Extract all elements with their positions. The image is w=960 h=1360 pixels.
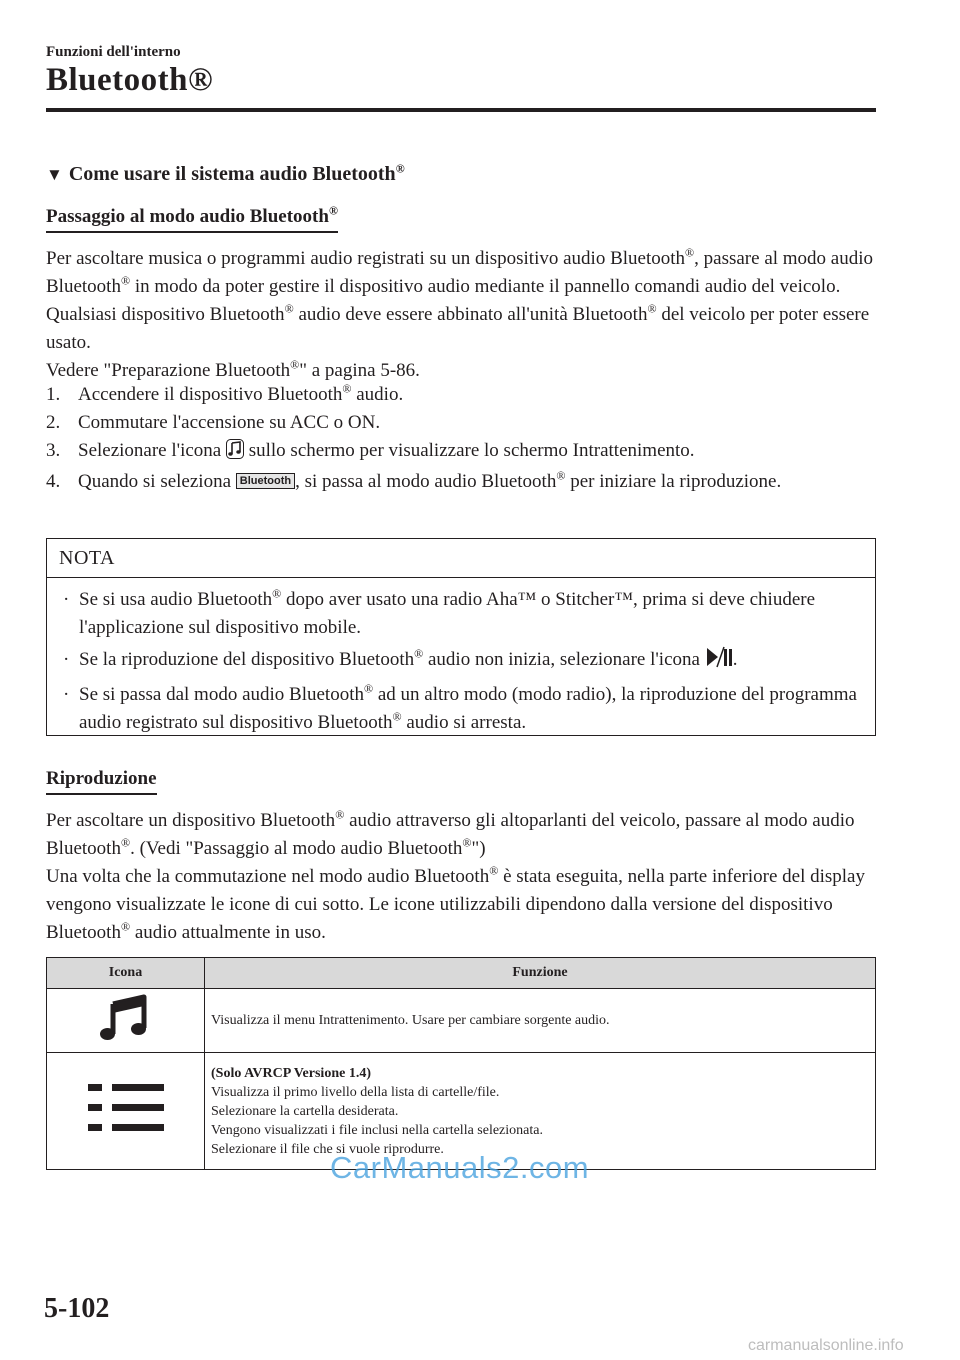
function-text: Vengono visualizzati i file inclusi nella cartella selezionata. xyxy=(211,1122,543,1138)
step-number: 1. xyxy=(46,384,61,405)
reg-mark: ® xyxy=(284,301,294,316)
reg-mark: ® xyxy=(272,586,282,601)
note-text: Se si passa dal modo audio Bluetooth xyxy=(79,684,364,705)
icon-function-table xyxy=(46,957,876,1170)
intro-text: in modo da poter gestire il dispositivo audio mediante il pannello comandi audio del veicolo. Qualsiasi dispositivo Bluetooth xyxy=(46,276,841,325)
note-text: audio si arresta. xyxy=(401,712,527,733)
step-number: 4. xyxy=(46,471,61,492)
reg-mark: ® xyxy=(120,919,131,934)
playback-text: audio attraverso gli altoparlanti del veicolo, passare al modo audio Bluetooth xyxy=(46,810,855,859)
page-number: 5-102 xyxy=(44,1293,110,1324)
heading-switch-mode-text: Passaggio al modo audio Bluetooth xyxy=(46,206,329,227)
step-text: , si passa al modo audio Bluetooth xyxy=(295,471,557,492)
play-pause-icon xyxy=(705,646,733,677)
note-text: dopo aver usato una radio Aha™ o Stitcher™, prima si deve chiudere l'applicazione sul dispositivo mobile. xyxy=(79,589,816,638)
step-text: audio. xyxy=(351,384,404,405)
table-header-row xyxy=(47,958,876,989)
heading-how-to-use xyxy=(46,163,405,186)
step-item xyxy=(46,409,876,437)
note-text: . xyxy=(732,649,738,670)
step-text: Selezionare l'icona xyxy=(78,440,226,461)
step-text: Quando si seleziona xyxy=(78,471,236,492)
function-title: (Solo AVRCP Versione 1.4) xyxy=(211,1065,371,1081)
intro-paragraph xyxy=(46,245,876,385)
table-row xyxy=(47,989,876,1053)
reg-mark: ® xyxy=(685,245,695,260)
function-text: Visualizza il primo livello della lista di cartelle/file. xyxy=(211,1084,500,1100)
function-text: Selezionare la cartella desiderata. xyxy=(211,1103,399,1119)
function-text: Selezionare il file che si vuole riprodurre. xyxy=(211,1141,444,1157)
reg-mark: ® xyxy=(489,863,499,878)
note-title: NOTA xyxy=(47,539,875,578)
triangle-marker-icon: ▼ xyxy=(46,165,63,184)
table-header-icon: Icona xyxy=(47,958,205,989)
reference-text: Vedere "Preparazione Bluetooth xyxy=(46,360,291,381)
header-rule xyxy=(46,108,876,112)
bullet: · xyxy=(63,684,70,705)
playback-paragraph xyxy=(46,807,876,947)
reg-mark: ® xyxy=(363,681,374,696)
step-text: sullo schermo per visualizzare lo schermo Intrattenimento. xyxy=(243,440,695,461)
table-icon-cell xyxy=(47,989,205,1053)
note-text: ad un altro modo (modo radio), la riproduzione del programma audio registrato sul dispositivo Bluetooth xyxy=(79,684,857,733)
chapter-title: Bluetooth® xyxy=(46,62,214,98)
playback-text: Per ascoltare un dispositivo Bluetooth xyxy=(46,810,336,831)
watermark: CarManuals2.com xyxy=(330,1150,590,1185)
playback-text: è stata eseguita, nella parte inferiore del display vengono visualizzate le icone di cui sotto. Le icone utilizzabili dipendono dalla versione del dispositivo Bluetooth xyxy=(46,866,865,943)
heading-how-to-use-text: Come usare il sistema audio Bluetooth xyxy=(68,163,396,185)
bullet: · xyxy=(63,589,70,610)
step-item xyxy=(46,468,876,496)
reg-mark: ® xyxy=(647,301,657,316)
step-number: 3. xyxy=(46,440,61,461)
step-number: 2. xyxy=(46,412,61,433)
table-function-cell xyxy=(205,989,876,1053)
music-note-icon xyxy=(98,1031,154,1046)
reg-mark: ® xyxy=(328,203,338,218)
music-note-icon xyxy=(226,439,244,468)
step-text: per iniziare la riproduzione. xyxy=(565,471,782,492)
reference-text: " a pagina 5-86. xyxy=(299,360,420,381)
intro-text: del veicolo per poter essere usato. xyxy=(46,304,870,353)
footer-site-link[interactable]: carmanualsonline.info xyxy=(748,1337,904,1354)
reg-mark: ® xyxy=(392,709,402,724)
table-icon-cell xyxy=(47,1053,205,1170)
note-text: Se la riproduzione del dispositivo Bluetooth xyxy=(79,649,415,670)
reg-mark: ® xyxy=(556,468,566,483)
intro-text: audio deve essere abbinato all'unità Bluetooth xyxy=(293,304,648,325)
playback-text: Una volta che la commutazione nel modo audio Bluetooth xyxy=(46,866,490,887)
note-box xyxy=(46,538,876,736)
reg-mark: ® xyxy=(120,273,131,288)
playback-text: audio attualmente in uso. xyxy=(130,922,326,943)
bullet: · xyxy=(63,649,70,670)
reg-mark: ® xyxy=(290,357,300,372)
reg-mark: ® xyxy=(462,835,472,850)
step-text: Commutare l'accensione su ACC o ON. xyxy=(78,412,381,433)
note-item xyxy=(59,646,865,677)
note-text: audio non inizia, selezionare l'icona xyxy=(423,649,705,670)
step-item xyxy=(46,437,876,468)
steps-list xyxy=(46,381,876,496)
heading-switch-mode xyxy=(46,203,338,233)
reg-mark: ® xyxy=(342,381,352,396)
heading-playback: Riproduzione xyxy=(46,768,157,795)
table-header-function: Funzione xyxy=(205,958,876,989)
intro-text: , passare al modo audio Bluetooth xyxy=(46,248,874,297)
reg-mark: ® xyxy=(335,807,345,822)
note-text: Se si usa audio Bluetooth xyxy=(79,589,273,610)
playback-text: ") xyxy=(471,838,486,859)
step-text: Accendere il dispositivo Bluetooth xyxy=(78,384,343,405)
section-title: Funzioni dell'interno xyxy=(46,44,181,60)
reg-mark: ® xyxy=(395,161,405,176)
reg-mark: ® xyxy=(120,835,131,850)
function-text: Visualizza il menu Intrattenimento. Usare per cambiare sorgente audio. xyxy=(211,1013,610,1028)
bluetooth-button[interactable]: Bluetooth xyxy=(236,473,295,489)
playback-text: . (Vedi "Passaggio al modo audio Bluetooth xyxy=(130,838,463,859)
note-item xyxy=(59,586,865,642)
list-icon xyxy=(86,1124,166,1139)
step-item xyxy=(46,381,876,409)
reg-mark: ® xyxy=(414,646,424,661)
note-item xyxy=(59,681,865,737)
intro-text: Per ascoltare musica o programmi audio registrati su un dispositivo audio Bluetooth xyxy=(46,248,686,269)
